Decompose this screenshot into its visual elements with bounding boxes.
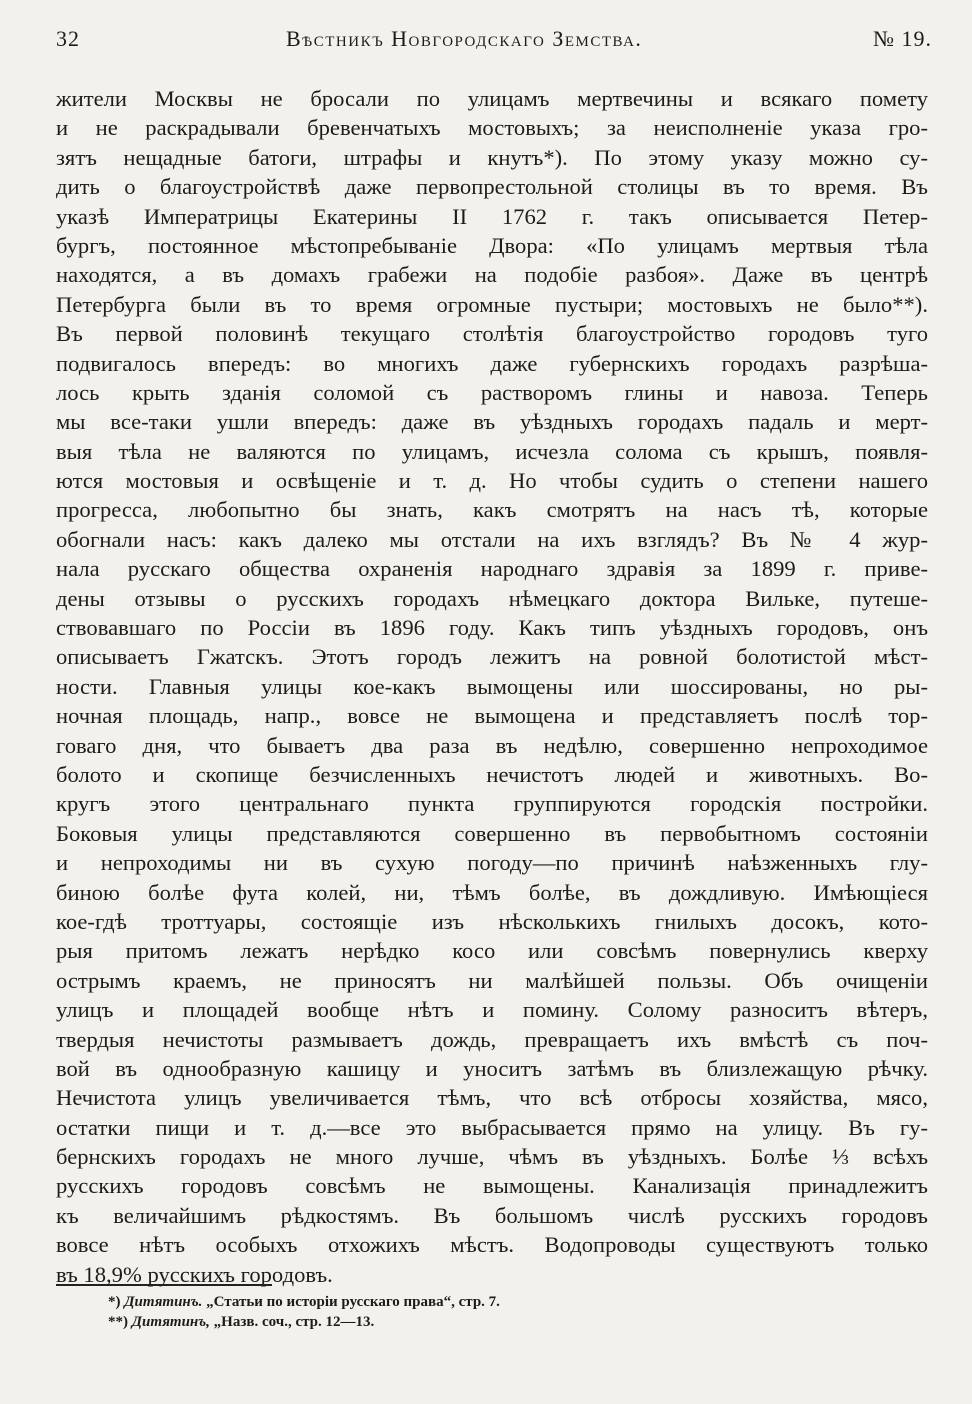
text-line: кое-гдѣ троттуары, состоящіе изъ нѣсколькихъ гнилыхъ досокъ, кото- [56,908,928,934]
text-line: лось крыть зданія соломой съ растворомъ глины и навоза. Теперь [56,379,928,405]
text-line: Нечистота улицъ увеличивается тѣмъ, что всѣ отбросы хозяйства, мясо, [56,1085,928,1111]
footnote-text: „Статьи по исторіи русскаго права“, стр. 7. [206,1294,500,1310]
footnote-author: Дитятинъ. [124,1294,203,1310]
footnote-text: „Назв. соч., стр. 12—13. [213,1314,375,1330]
text-line: подвигалось впередъ: во многихъ даже губернскихъ городахъ разрѣша- [56,350,928,376]
text-line: мы все-таки ушли впередъ: даже въ уѣздныхъ городахъ падаль и мерт- [56,409,928,435]
text-line: зятъ нещадные батоги, штрафы и кнутъ*). По этому указу можно су- [56,144,928,170]
text-line: Въ первой половинѣ текущаго столѣтія благоустройство городовъ туго [56,321,928,347]
footnote [108,1312,500,1332]
text-line: находятся, а въ домахъ грабежи на подобіе разбоя». Даже въ центрѣ [56,262,928,288]
text-line: остатки пищи и т. д.—все это выбрасывается прямо на улицу. Въ гу- [56,1114,928,1140]
footnote [108,1292,500,1312]
text-line: Боковыя улицы представляются совершенно въ первобытномъ состояніи [56,820,928,846]
text-line: биною болѣе фута колей, ни, тѣмъ болѣе, въ дождливую. Имѣющіеся [56,879,928,905]
text-line: рыя притомъ лежатъ нерѣдко косо или совсѣмъ повернулись кверху [56,938,928,964]
text-line: бернскихъ городахъ не много лучше, чѣмъ въ уѣздныхъ. Болѣе ⅓ всѣхъ [56,1144,928,1170]
body-text [56,84,928,1289]
text-line: указѣ Императрицы Екатерины II 1762 г. такъ описывается Петер- [56,203,928,229]
text-line: болото и скопище безчисленныхъ нечистотъ людей и животныхъ. Во- [56,761,928,787]
text-line: ности. Главныя улицы кое-какъ вымощены или шоссированы, но ры- [56,673,928,699]
footnote-mark: *) [108,1294,121,1310]
text-line: и непроходимы ни въ сухую погоду—по причинѣ наѣзженныхъ глу- [56,850,928,876]
text-line: и не раскрадывали бревенчатыхъ мостовыхъ; за неисполненіе указа гро- [56,115,928,141]
footnote-mark: **) [108,1314,128,1330]
text-line: вой въ однообразную кашицу и уноситъ затѣмъ въ близлежащую рѣчку. [56,1055,928,1081]
text-line: ствовавшаго по Россіи въ 1896 году. Какъ типъ уѣздныхъ городовъ, онъ [56,615,928,641]
text-line: обогнали насъ: какъ далеко мы отстали на ихъ взглядъ? Въ № 4 жур- [56,526,928,552]
text-line: острымъ краемъ, не приносятъ ни малѣйшей пользы. Объ очищеніи [56,967,928,993]
text-line: улицъ и площадей вообще нѣтъ и помину. Солому разноситъ вѣтеръ, [56,997,928,1023]
text-line: Петербурга были въ то время огромные пустыри; мостовыхъ не было**). [56,291,928,317]
page-number: 32 [56,26,80,51]
page-header [56,20,932,60]
footnotes [108,1292,500,1332]
text-line: нала русскаго общества охраненія народнаго здравія за 1899 г. приве- [56,556,928,582]
text-line: вовсе нѣтъ особыхъ отхожихъ мѣстъ. Водопроводы существуютъ только [56,1232,928,1258]
text-line: твердыя нечистоты размываетъ дождь, превращаетъ ихъ вмѣстѣ съ поч- [56,1026,928,1052]
footnote-divider [56,1284,272,1286]
text-line: ются мостовыя и освѣщеніе и т. д. Но чтобы судить о степени нашего [56,468,928,494]
text-line: русскихъ городовъ совсѣмъ не вымощены. Канализація принадлежитъ [56,1173,928,1199]
journal-title: Вѣстникъ Новгородскаго Земства. [286,26,643,51]
text-line: описываетъ Гжатскъ. Этотъ городъ лежитъ на ровной болотистой мѣст- [56,644,928,670]
text-line: выя тѣла не валяются по улицамъ, исчезла солома съ крышъ, появля- [56,438,928,464]
footnote-author: Дитятинъ, [131,1314,210,1330]
text-line: кругъ этого центральнаго пункта группируются городскія постройки. [56,791,928,817]
text-line: говаго дня, что бываетъ два раза въ недѣлю, совершенно непроходимое [56,732,928,758]
text-line: къ величайшимъ рѣдкостямъ. Въ большомъ числѣ русскихъ городовъ [56,1202,928,1228]
text-line: бургъ, постоянное мѣстопребываніе Двора: «По улицамъ мертвыя тѣла [56,232,928,258]
text-line: дены отзывы о русскихъ городахъ нѣмецкаго доктора Вильке, путеше- [56,585,928,611]
text-line: ночная площадь, напр., вовсе не вымощена и представляетъ послѣ тор- [56,703,928,729]
text-line: дить о благоустройствѣ даже первопрестольной столицы въ то время. Въ [56,174,928,200]
text-line: прогресса, любопытно бы знать, какъ смотрятъ на насъ тѣ, которые [56,497,928,523]
text-line: въ 18,9% русскихъ городовъ. [56,1261,333,1287]
text-line: жители Москвы не бросали по улицамъ мертвечины и всякаго помету [56,86,928,111]
issue-number: № 19. [873,26,932,51]
